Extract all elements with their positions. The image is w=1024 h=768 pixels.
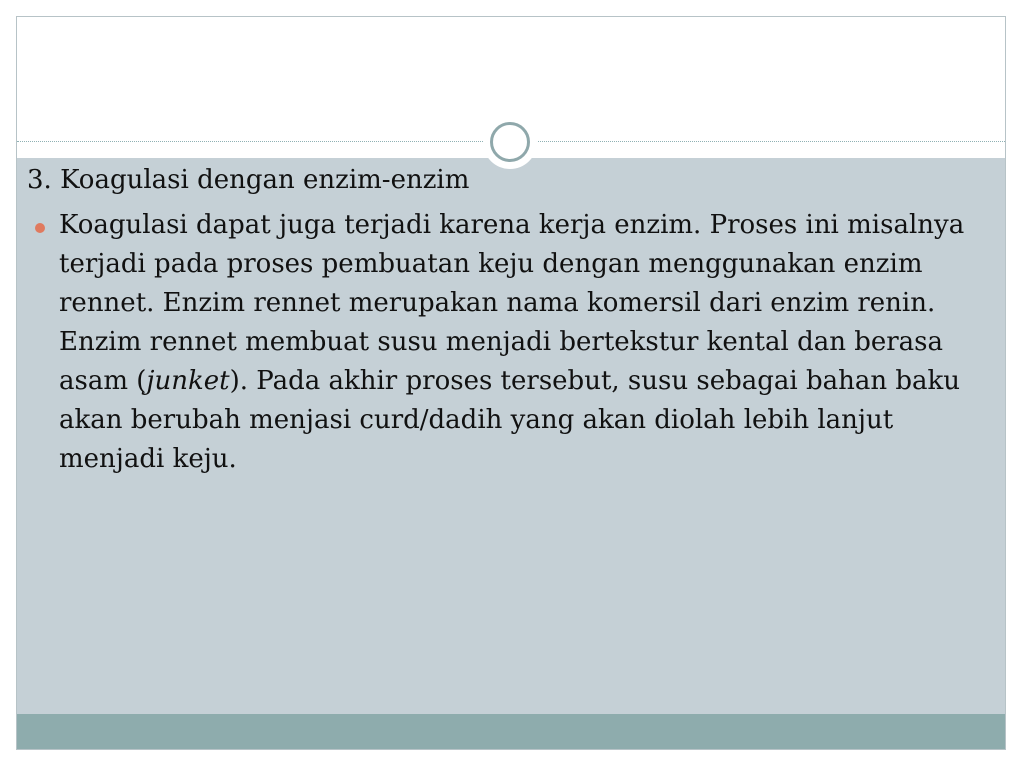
bullet-text-after: ). Pada akhir proses tersebut, susu sebagai bahan baku akan berubah menjasi curd/dadih yang akan diolah lebih lanjut menjadi keju. (59, 366, 961, 474)
footer-bar (17, 714, 1005, 749)
bullet-dot-icon (35, 223, 45, 233)
bullet-item (59, 206, 974, 479)
bullet-italic-term: junket (146, 366, 230, 396)
ring-ornament-icon (483, 115, 537, 169)
ring-inner (490, 122, 530, 162)
bullet-text-before: Koagulasi dapat juga terjadi karena kerja enzim. Proses ini misalnya terjadi pada proses pembuatan keju dengan menggunakan enzim rennet. Enzim rennet merupakan nama komersil dari enzim renin. Enzim rennet membuat susu menjadi bertekstur kental dan berasa asam ( (59, 210, 965, 396)
slide-heading: 3. Koagulasi dengan enzim-enzim (27, 165, 470, 195)
